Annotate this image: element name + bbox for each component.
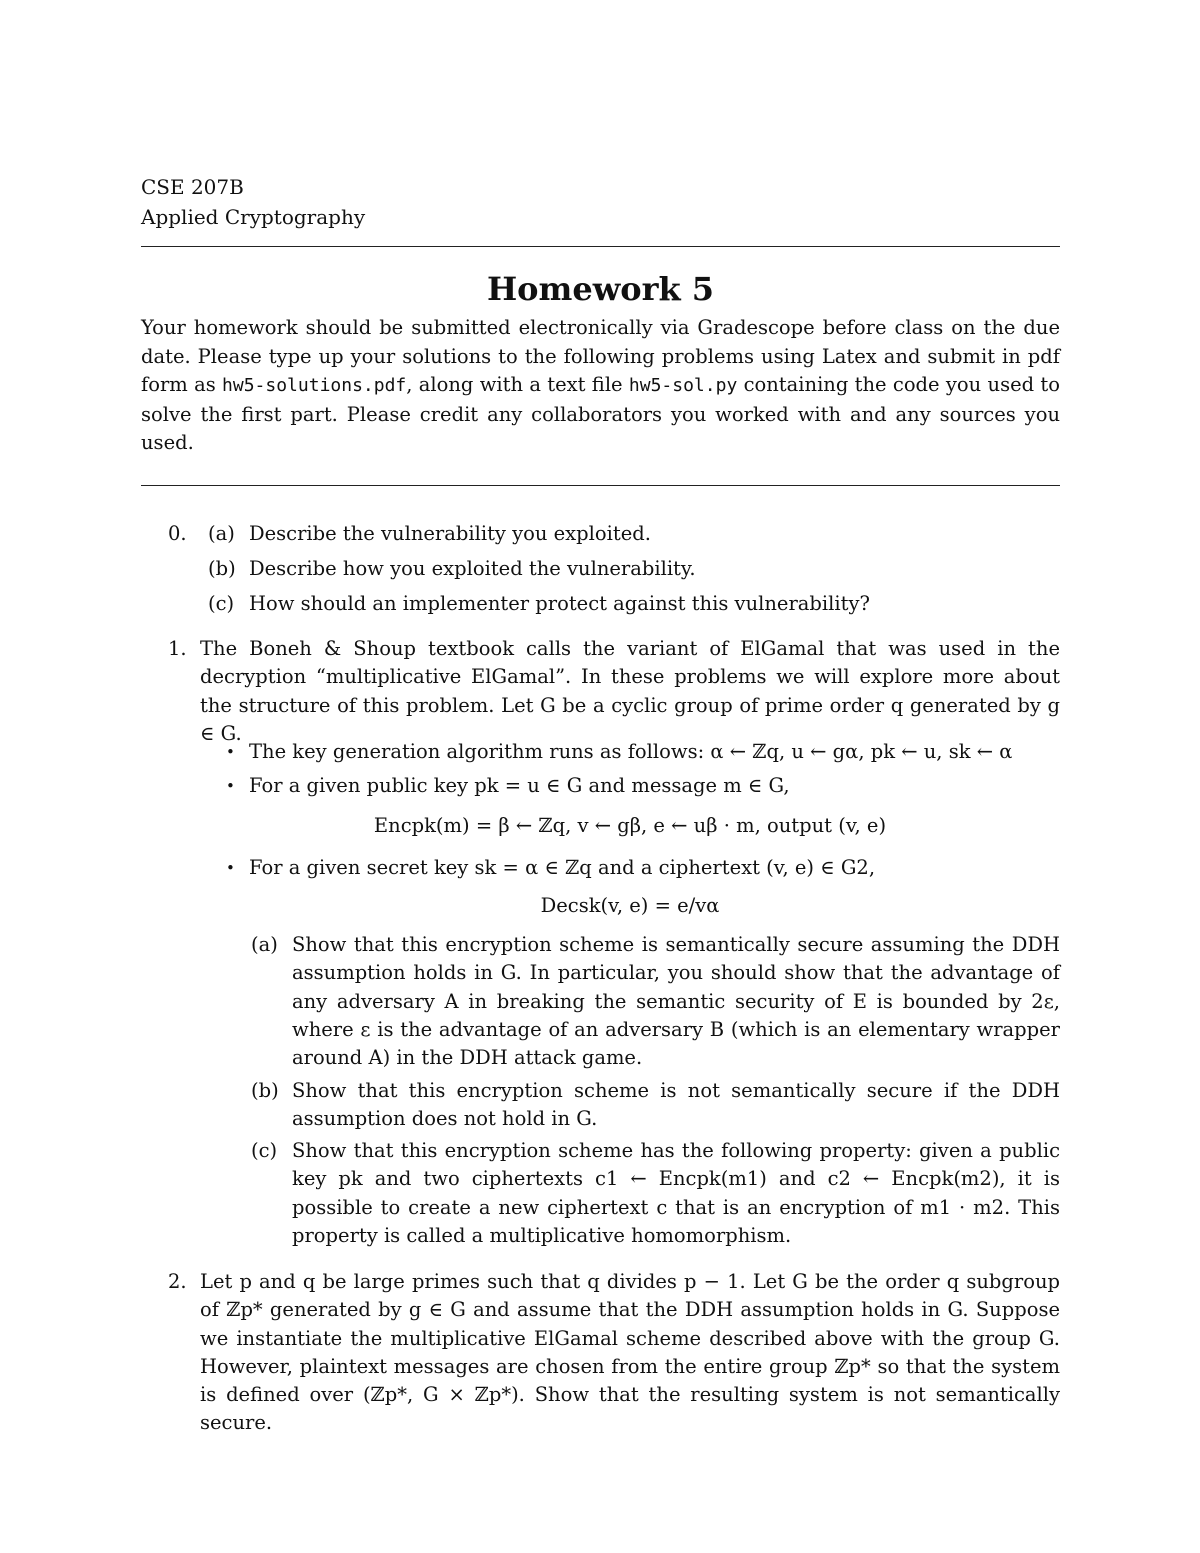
solutions-filename: hw5-solutions.pdf [222, 375, 407, 396]
problem-0-number: 0. [168, 522, 187, 545]
problem-1-a-text: Show that this encryption scheme is semantically secure assuming the DDH assumption holds in G. In particular, you should show that the advantage of any adversary A in breaking the semantic security of E is bounded by 2ε, where ε is the advantage of an adversary B (which is an elementary wrapper around A) in the DDH attack game. [292, 933, 1060, 1070]
instructions-paragraph [141, 314, 1060, 458]
course-code: CSE 207B [141, 175, 244, 199]
intro-text-3: containing the code you used to solve the first part. Please credit any collaborators you worked with and any sources you used. [141, 373, 1060, 454]
problem-0-b-text: Describe how you exploited the vulnerability. [249, 557, 696, 580]
bullet-icon: • [226, 859, 235, 877]
problem-1-intro: The Boneh & Shoup textbook calls the variant of ElGamal that was used in the decryption “multiplicative ElGamal”. In these problems we will explore more about the structure of this problem. Let G be a cyclic group of prime order q generated by g ∈ G. [200, 637, 1060, 745]
bullet-icon: • [226, 777, 235, 795]
problem-0-c-label: (c) [208, 592, 235, 615]
problem-1-b-text: Show that this encryption scheme is not semantically secure if the DDH assumption does not hold in G. [292, 1079, 1060, 1131]
problem-0-a-label: (a) [208, 522, 235, 545]
problem-1-c-text: Show that this encryption scheme has the following property: given a public key pk and two ciphertexts c1 ← Encpk(m1) and c2 ← Encpk(m2), it is possible to create a new ciphertext c that is an encryption of m1 · m2. This property is called a multiplicative homomorphism. [292, 1139, 1060, 1247]
top-divider [141, 246, 1060, 247]
enc-formula: Encpk(m) = β ← ℤq, v ← gβ, e ← uβ · m, output (v, e) [373, 814, 887, 837]
problem-1-c-label: (c) [251, 1139, 278, 1162]
bottom-divider [141, 485, 1060, 486]
problem-1-enc-desc: For a given public key pk = u ∈ G and message m ∈ G, [249, 774, 790, 797]
problem-1-keygen: The key generation algorithm runs as follows: α ← ℤq, u ← gα, pk ← u, sk ← α [249, 740, 1013, 763]
problem-0-b-label: (b) [208, 557, 236, 580]
bullet-icon: • [226, 743, 235, 761]
problem-1-b-label: (b) [251, 1079, 279, 1102]
problem-1-number: 1. [168, 637, 187, 660]
intro-text-1: Your homework should be submitted electronically via Gradescope before class on the due date. Please type up your solutions to the following problems using Latex and submit in pdf form as [141, 316, 1060, 396]
page-title: Homework 5 [486, 270, 715, 308]
course-header [141, 172, 365, 232]
dec-formula: Decsk(v, e) = e/vα [540, 894, 720, 917]
problem-2-text: Let p and q be large primes such that q divides p − 1. Let G be the order q subgroup of ℤp* generated by g ∈ G and assume that the DDH assumption holds in G. Suppose we instantiate the multiplicative ElGamal scheme described above with the group G. However, plaintext messages are chosen from the entire group ℤp* so that the system is defined over (ℤp*, G × ℤp*). Show that the resulting system is not semantically secure. [200, 1270, 1060, 1435]
code-filename: hw5-sol.py [628, 375, 738, 396]
problem-1-a-label: (a) [251, 933, 278, 956]
problem-1-dec-desc: For a given secret key sk = α ∈ ℤq and a ciphertext (v, e) ∈ G2, [249, 856, 876, 879]
problem-2-number: 2. [168, 1270, 187, 1293]
course-subject: Applied Cryptography [141, 205, 366, 229]
problem-0-c-text: How should an implementer protect against this vulnerability? [249, 592, 870, 615]
problem-0-a-text: Describe the vulnerability you exploited. [249, 522, 651, 545]
intro-text-2: , along with a text file [406, 373, 629, 396]
